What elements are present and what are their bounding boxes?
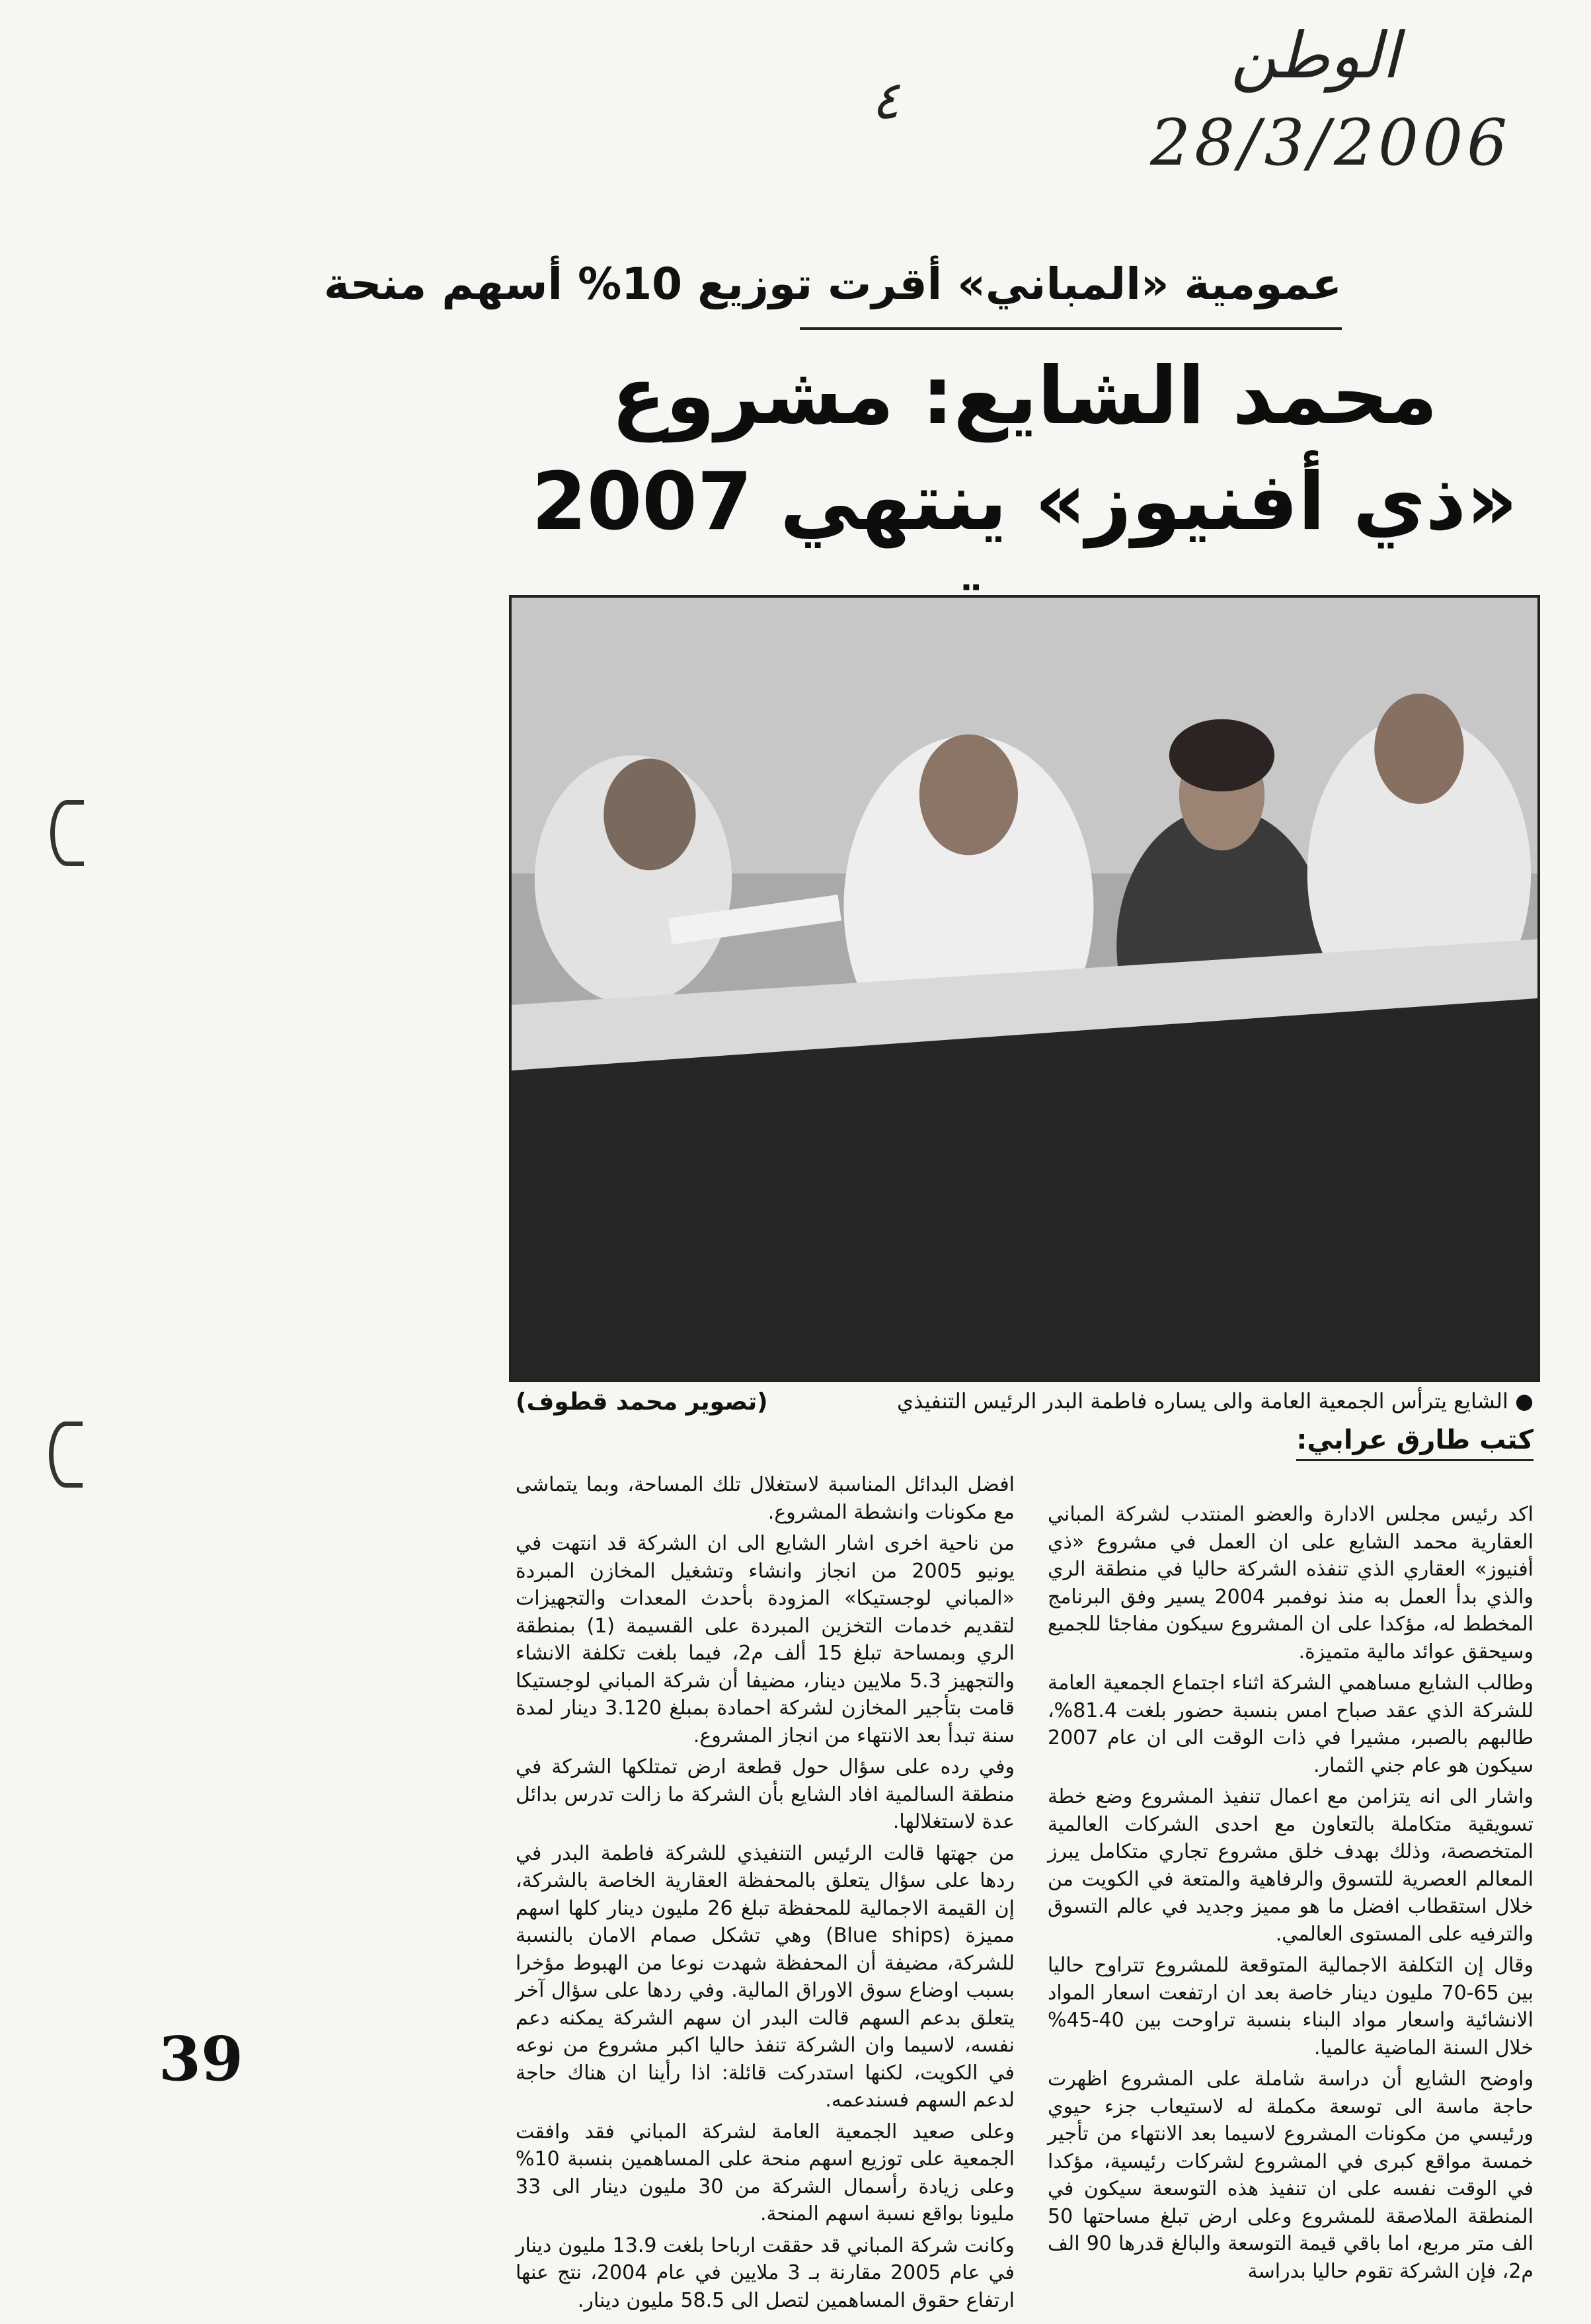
paragraph: وكانت شركة المباني قد حققت ارباحا بلغت 13.9 مليون دينار في عام 2005 مقارنة بـ 3 ملايين في عام 2004، نتج عنها ارتفاع حقوق المساهمين لتصل الى 58.5 مليون دينار. — [516, 2233, 1015, 2312]
paragraph: واشار الى انه يتزامن مع اعمال تنفيذ المشروع وضع خطة تسويقية متكاملة بالتعاون مع احدى الشركات العالمية المتخصصة، وذلك بهدف خلق مشروع تجاري متكامل يبرز المعالم العصرية للتسوق والرفاهية والمتعة في الكويت من خلال استقطاب افضل ما هو مميز وجديد في عالم التسوق والترفيه على المستوى العالمي. — [1048, 1785, 1533, 1946]
byline: كتب طارق عرابي: — [1296, 1425, 1533, 1461]
paragraph: وفي رده على سؤال حول قطعة ارض تمتلكها الشركة في منطقة السالمية افاد الشايع بأن الشركة ما زالت تدرس بدائل عدة لاستغلالها. — [516, 1755, 1015, 1833]
handwritten-mark: ٤ — [871, 69, 900, 131]
paragraph: وطالب الشايع مساهمي الشركة اثناء اجتماع الجمعية العامة للشركة الذي عقد صباح امس بنسبة حضور بلغت 81.4%، طالبهم بالصبر، مشيرا في ذات الوقت الى ان عام 2007 سيكون هو عام جني الثمار. — [1048, 1671, 1533, 1777]
paragraph: وقال إن التكلفة الاجمالية المتوقعة للمشروع تتراوح حاليا بين 65-70 مليون دينار خاصة بعد ان ارتفعت اسعار المواد الانشائية واسعار مواد البناء بنسبة تراوحت بين 40-45% خلال السنة الماضية عالميا. — [1048, 1954, 1533, 2060]
article-photo — [509, 595, 1540, 1382]
photo-illustration — [512, 598, 1537, 1379]
photo-caption: ● الشايع يترأس الجمعية العامة والى يساره فاطمة البدر الرئيس التنفيذي — [896, 1388, 1533, 1414]
paragraph: من ناحية اخرى اشار الشايع الى ان الشركة قد انتهت في يونيو 2005 من انجاز وانشاء وتشغيل المخازن المبردة «المباني لوجستيكا» المزودة بأحدث المعدات والتجهيزات لتقديم خدمات التخزين المبردة على القسيمة (1) بمنطقة الري وبمساحة تبلغ 15 ألف م2، فيما بلغت تكلفة الانشاء والتجهيز 5.3 ملايين دينار، مضيفا أن شركة المباني لوجستيكا قامت بتأجير المخازن لشركة احمادة بمبلغ 3.120 دينار لمدة سنة تبدأ بعد الانتهاء من انجاز المشروع. — [516, 1532, 1015, 1747]
punch-hole — [49, 1422, 83, 1488]
newspaper-clipping — [323, 241, 1553, 2324]
photo-credit: (تصوير محمد قطوف) — [516, 1388, 768, 1416]
punch-hole — [50, 800, 84, 866]
paragraph: اكد رئيس مجلس الادارة والعضو المنتدب لشركة المباني العقارية محمد الشايع على ان العمل في مشروع «ذي أفنيوز» العقاري الذي تنفذه الشركة حاليا في منطقة الري والذي بدأ العمل به منذ نوفمبر 2004 يسير وفق البرنامج المخطط له، مؤكدا على ان المشروع سيكون مفاجئا للجميع وسيحقق عوائد مالية متميزة. — [1048, 1503, 1534, 1663]
paragraph: افضل البدائل المناسبة لاستغلال تلك المساحة، وبما يتماشى مع مكونات وانشطة المشروع. — [516, 1473, 1015, 1524]
paragraph: واوضح الشايع أن دراسة شاملة على المشروع اظهرت حاجة ماسة الى توسعة مكملة له لاستيعاب جزء حيوي ورئيسي من مكونات المشروع لاسيما بعد الانتهاء من تأجير خمسة مواقع كبرى في المشروع لشركات رئيسية، مؤكدا في الوقت نفسه على ان تنفيذ هذه التوسعة سيكون في المنطقة الملاصقة للمشروع وعلى ارض تبلغ مساحتها 50 الف متر مربع، اما باقي قيمة التوسعة والبالغ قدرها 90 الف م2، فإن الشركة تقوم حاليا بدراسة — [1048, 2067, 1533, 2283]
handwritten-date: 28/3/2006 — [1150, 106, 1512, 180]
paragraph: من جهتها قالت الرئيس التنفيذي للشركة فاطمة البدر في ردها على سؤال يتعلق بالمحفظة العقارية الخاصة بالشركة، إن القيمة الاجمالية للمحفظة تبلغ 26 مليون دينار كلها اسهم مميزة (Blue ships) وهي تشكل صمام الامان بالنسبة للشركة، مضيفة أن المحفظة شهدت نوعا من الهبوط مؤخرا بسبب اوضاع سوق الاوراق المالية. وفي ردها على سؤال آخر يتعلق بدعم السهم قالت البدر ان سهم الشركة يمكنه دعم نفسه، لاسيما وان الشركة تنفذ حاليا اكبر مشروع من نوعه في الكويت، لكنها استدركت قائلة: اذا رأينا ان هناك حاجة لدعم السهم فسندعمه. — [516, 1841, 1015, 2112]
article-column-left — [516, 1471, 1015, 2312]
paragraph: وعلى صعيد الجمعية العامة لشركة المباني فقد وافقت الجمعية على توزيع اسهم منحة على المساهمين بنسبة 10% وعلى زيادة رأسمال الشركة من 30 مليون دينار الى 33 مليونا بواقع نسبة اسهم المنحة. — [516, 2120, 1015, 2225]
headline-line-1: محمد الشايع: مشروع «ذي أفنيوز» ينتهي 2007 — [531, 350, 1518, 548]
article-column-right — [1048, 1501, 1533, 2311]
page-number: 39 — [159, 2023, 244, 2095]
article-kicker: عمومية «المباني» أقرت توزيع 10% أسهم منحة — [800, 241, 1342, 330]
handwritten-source: الوطن — [1231, 19, 1399, 93]
